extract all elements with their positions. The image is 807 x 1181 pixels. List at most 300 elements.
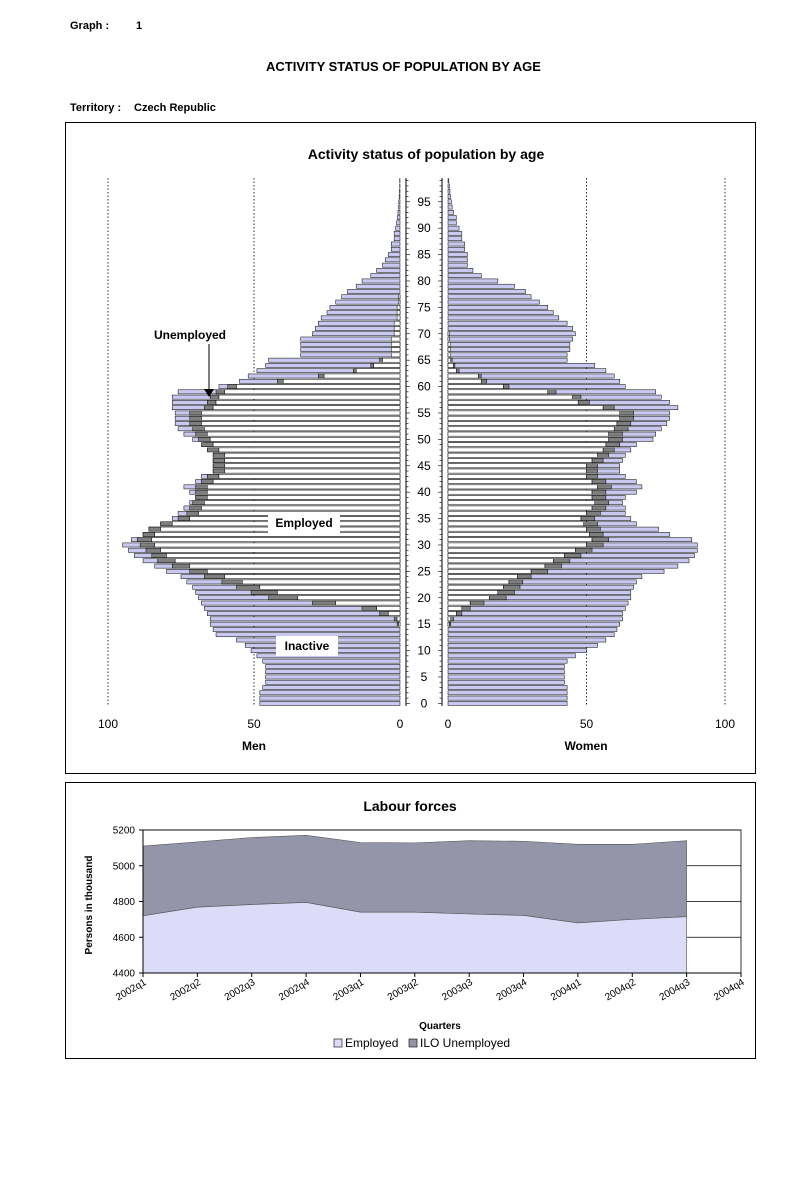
women-employed-bar [448, 416, 620, 420]
territory-value: Czech Republic [134, 102, 216, 114]
men-unemployed-bar [207, 400, 216, 404]
age-tick-label: 70 [417, 326, 431, 341]
age-tick-label: 0 [420, 696, 428, 711]
labour-x-tick-label: 2004q3 [657, 977, 693, 1004]
men-employed-bar [394, 332, 400, 336]
women-unemployed-bar [456, 612, 462, 616]
women-unemployed-bar [451, 358, 452, 362]
women-inactive-bar [448, 696, 567, 700]
men-employed-bar [201, 506, 400, 510]
women-employed-bar [448, 527, 587, 531]
inactive-annotation: Inactive [284, 639, 330, 653]
women-employed-bar [448, 495, 592, 499]
women-unemployed-bar [606, 443, 620, 447]
men-unemployed-bar [213, 469, 225, 473]
men-employed-bar [391, 353, 400, 357]
men-employed-bar [201, 416, 400, 420]
men-unemployed-bar [222, 580, 242, 584]
men-inactive-bar [394, 231, 400, 235]
men-unemployed-bar [158, 559, 176, 563]
age-tick-label: 55 [417, 405, 431, 420]
women-unemployed-bar [575, 548, 592, 552]
legend-swatch-unemployed [409, 1039, 417, 1047]
age-tick-label: 60 [417, 379, 431, 394]
labour-x-label: Quarters [419, 1021, 461, 1032]
men-inactive-bar [342, 295, 400, 299]
age-tick-label: 25 [417, 564, 431, 579]
women-employed-bar [448, 569, 531, 573]
women-inactive-bar [448, 184, 449, 188]
women-employed-bar [448, 474, 587, 478]
men-employed-bar [399, 300, 400, 304]
men-unemployed-bar [193, 501, 205, 505]
men-unemployed-bar [190, 421, 202, 425]
women-inactive-bar [448, 627, 617, 631]
women-unemployed-bar [589, 532, 603, 536]
women-employed-bar [448, 363, 454, 367]
labour-panel [65, 782, 756, 1059]
age-tick-label: 40 [417, 485, 431, 500]
women-employed-bar [448, 606, 462, 610]
women-unemployed-bar [620, 416, 634, 420]
men-inactive-bar [336, 300, 400, 304]
age-tick-label: 85 [417, 247, 431, 262]
men-employed-bar [260, 585, 400, 589]
women-inactive-bar [448, 326, 573, 330]
men-inactive-bar [260, 691, 400, 695]
women-inactive-bar [448, 321, 567, 325]
women-unemployed-bar [592, 458, 603, 462]
men-inactive-bar [301, 337, 400, 341]
women-inactive-bar [448, 216, 456, 220]
women-inactive-bar [448, 305, 548, 309]
women-inactive-bar [448, 369, 606, 373]
women-employed-bar [448, 395, 573, 399]
men-inactive-bar [301, 342, 400, 346]
women-employed-bar [448, 443, 606, 447]
men-x-tick-label: 0 [396, 717, 404, 731]
men-unemployed-bar [277, 379, 283, 383]
legend-label-employed: Employed [345, 1036, 399, 1050]
women-unemployed-bar [587, 527, 601, 531]
labour-x-tick-label: 2003q1 [331, 977, 366, 1004]
women-unemployed-bar [617, 421, 631, 425]
men-employed-bar [391, 342, 400, 346]
men-inactive-bar [321, 316, 400, 320]
pyramid-x-ticks [98, 717, 735, 731]
men-inactive-bar [399, 194, 400, 198]
women-inactive-bar [448, 685, 567, 689]
age-tick-label: 30 [417, 537, 431, 552]
women-employed-bar [448, 379, 481, 383]
women-unemployed-bar [592, 495, 606, 499]
women-inactive-bar [448, 353, 567, 357]
men-unemployed-bar [137, 538, 152, 542]
women-employed-bar [448, 358, 451, 362]
men-employed-bar [391, 348, 400, 352]
women-employed-bar [448, 543, 587, 547]
men-employed-bar [207, 495, 400, 499]
women-employed-bar [448, 432, 609, 436]
women-unemployed-bar [454, 363, 455, 367]
men-employed-bar [213, 480, 400, 484]
men-employed-bar [225, 390, 400, 394]
men-unemployed-bar [204, 575, 224, 579]
men-unemployed-bar [251, 590, 277, 594]
labour-x-tick-label: 2002q4 [277, 977, 312, 1004]
women-x-tick-label: 0 [444, 717, 452, 731]
men-employed-bar [207, 490, 400, 494]
labour-x-tick-label: 2002q3 [222, 977, 258, 1004]
men-unemployed-bar [213, 464, 225, 468]
women-inactive-bar [448, 348, 570, 352]
men-unemployed-bar [193, 427, 205, 431]
women-unemployed-bar [478, 374, 481, 378]
women-employed-bar [448, 490, 592, 494]
women-inactive-bar [448, 638, 606, 642]
women-inactive-bar [448, 680, 564, 684]
women-unemployed-bar [498, 590, 515, 594]
women-inactive-bar [448, 253, 467, 257]
women-employed-bar [448, 601, 470, 605]
women-employed-bar [448, 348, 451, 352]
women-employed-bar [448, 374, 478, 378]
labour-legend [334, 1036, 510, 1050]
women-employed-bar [448, 553, 564, 557]
women-label: Women [564, 739, 608, 753]
graph-label: Graph : [70, 20, 110, 32]
men-inactive-bar [330, 305, 400, 309]
age-tick-label: 90 [417, 221, 431, 236]
women-unemployed-bar [592, 480, 606, 484]
men-employed-bar [382, 358, 400, 362]
men-inactive-bar [266, 675, 400, 679]
women-inactive-bar [448, 654, 575, 658]
women-unemployed-bar [564, 553, 581, 557]
women-inactive-bar [448, 205, 452, 209]
men-employed-bar [388, 612, 400, 616]
women-employed-bar [448, 337, 449, 341]
women-employed-bar [448, 612, 456, 616]
women-inactive-bar [448, 342, 570, 346]
men-employed-bar [391, 337, 400, 341]
women-employed-bar [448, 548, 575, 552]
age-tick-label: 75 [417, 300, 431, 315]
women-employed-bar [448, 469, 587, 473]
men-inactive-bar [399, 200, 400, 204]
women-employed-bar [448, 564, 545, 568]
men-employed-bar [216, 400, 400, 404]
women-inactive-bar [448, 210, 454, 214]
age-tick-label: 35 [417, 511, 431, 526]
men-unemployed-bar [152, 553, 167, 557]
age-tick-label: 20 [417, 590, 431, 605]
women-inactive-bar [448, 300, 539, 304]
women-employed-bar [448, 385, 503, 389]
men-inactive-bar [397, 216, 400, 220]
men-unemployed-bar [380, 612, 389, 616]
men-inactive-bar [318, 321, 400, 325]
women-inactive-bar [448, 258, 467, 262]
women-unemployed-bar [592, 490, 606, 494]
women-inactive-bar [448, 659, 567, 663]
women-employed-bar [448, 369, 456, 373]
men-inactive-bar [301, 348, 400, 352]
labour-y-tick-label: 4600 [112, 932, 135, 944]
women-employed-bar [448, 596, 490, 600]
women-inactive-bar [448, 649, 587, 653]
women-employed-bar [448, 480, 592, 484]
men-employed-bar [394, 321, 400, 325]
men-inactive-bar [266, 664, 400, 668]
women-inactive-bar [448, 231, 462, 235]
men-inactive-bar [266, 670, 400, 674]
women-employed-bar [448, 580, 509, 584]
men-employed-bar [397, 617, 400, 621]
men-employed-bar [324, 374, 400, 378]
men-unemployed-bar [187, 511, 199, 515]
age-axis [406, 178, 442, 710]
men-inactive-bar [260, 701, 400, 705]
women-employed-bar [448, 458, 592, 462]
women-inactive-bar [448, 643, 598, 647]
women-unemployed-bar [595, 501, 609, 505]
men-inactive-bar [315, 326, 400, 330]
men-inactive-bar [347, 289, 400, 293]
women-unemployed-bar [592, 538, 609, 542]
age-tick-label: 95 [417, 194, 431, 209]
women-unemployed-bar [449, 622, 450, 626]
men-employed-bar [166, 553, 400, 557]
men-employed-bar [397, 305, 400, 309]
women-inactive-bar [448, 316, 559, 320]
women-inactive-bar [448, 221, 456, 225]
women-employed-bar [448, 485, 598, 489]
women-inactive-bar [448, 189, 450, 193]
men-unemployed-bar [362, 606, 377, 610]
men-unemployed-bar [161, 522, 173, 526]
men-unemployed-bar [149, 527, 161, 531]
men-employed-bar [204, 427, 400, 431]
men-unemployed-bar [204, 406, 213, 410]
men-employed-bar [242, 580, 400, 584]
women-inactive-bar [448, 664, 564, 668]
men-employed-bar [397, 316, 400, 320]
men-inactive-bar [312, 332, 400, 336]
men-employed-bar [213, 406, 400, 410]
women-inactive-bar [448, 295, 531, 299]
women-unemployed-bar [587, 474, 598, 478]
women-employed-bar [448, 506, 592, 510]
men-employed-bar [207, 569, 400, 573]
women-unemployed-bar [509, 580, 523, 584]
women-unemployed-bar [553, 559, 570, 563]
women-inactive-bar [448, 633, 614, 637]
men-label: Men [242, 739, 266, 753]
women-employed-bar [448, 501, 595, 505]
women-unemployed-bar [592, 506, 606, 510]
labour-y-tick-label: 5200 [112, 825, 135, 837]
women-unemployed-bar [587, 464, 598, 468]
women-unemployed-bar [531, 569, 548, 573]
labour-areas [143, 835, 687, 973]
women-inactive-bar [448, 263, 467, 267]
men-inactive-bar [356, 284, 400, 288]
men-employed-bar [283, 379, 400, 383]
women-employed-bar [448, 411, 620, 415]
women-employed-bar [448, 406, 603, 410]
men-employed-bar [219, 474, 400, 478]
women-bars [448, 179, 697, 706]
men-inactive-bar [301, 353, 400, 357]
men-unemployed-bar [143, 532, 155, 536]
labour-x-tick-label: 2002q2 [168, 977, 203, 1004]
women-unemployed-bar [620, 411, 634, 415]
men-employed-bar [225, 469, 400, 473]
women-inactive-bar [448, 622, 620, 626]
men-unemployed-bar [201, 480, 213, 484]
women-unemployed-bar [517, 575, 531, 579]
men-inactive-bar [391, 247, 400, 251]
population-pyramid-chart [66, 123, 755, 773]
men-employed-bar [219, 395, 400, 399]
women-unemployed-bar [503, 385, 509, 389]
men-inactive-bar [371, 274, 400, 278]
pyramid-panel [65, 122, 756, 774]
territory-label: Territory : [70, 102, 122, 114]
men-unemployed-bar [190, 506, 202, 510]
men-unemployed-bar [190, 569, 208, 573]
labour-y-tick-label: 5000 [112, 861, 135, 873]
men-employed-bar [204, 501, 400, 505]
women-employed-bar [448, 585, 503, 589]
men-employed-bar [225, 575, 400, 579]
women-inactive-bar [448, 358, 567, 362]
women-unemployed-bar [614, 427, 628, 431]
men-employed-bar [175, 559, 400, 563]
women-inactive-bar [448, 279, 498, 283]
employed-annotation: Employed [275, 516, 333, 530]
women-employed-bar [448, 453, 598, 457]
men-unemployed-bar [371, 363, 374, 367]
women-inactive-bar [448, 200, 451, 204]
unemployed-annotation: Unemployed [153, 328, 227, 342]
men-inactive-bar [394, 237, 400, 241]
men-unemployed-bar [210, 395, 219, 399]
women-employed-bar [448, 590, 498, 594]
women-employed-bar [448, 559, 553, 563]
men-inactive-bar [396, 226, 400, 230]
men-unemployed-bar [394, 617, 397, 621]
women-unemployed-bar [584, 522, 598, 526]
women-inactive-bar [448, 670, 564, 674]
graph-number: 1 [136, 20, 143, 32]
women-x-tick-label: 100 [714, 717, 736, 731]
women-unemployed-bar [587, 543, 604, 547]
women-inactive-bar [448, 268, 473, 272]
men-bars [123, 179, 400, 706]
men-unemployed-bar [199, 437, 211, 441]
men-inactive-bar [213, 627, 400, 631]
men-employed-bar [399, 295, 400, 299]
women-inactive-bar [448, 289, 526, 293]
age-tick-label: 45 [417, 458, 431, 473]
labour-x-tick-label: 2004q4 [712, 977, 747, 1004]
legend-swatch-employed [334, 1039, 342, 1047]
men-unemployed-bar [269, 596, 298, 600]
women-employed-bar [448, 400, 578, 404]
age-tick-label: 5 [420, 669, 428, 684]
labour-y-label: Persons in thousand [84, 855, 95, 955]
men-employed-bar [201, 421, 400, 425]
women-inactive-bar [448, 247, 465, 251]
men-inactive-bar [398, 210, 400, 214]
labour-title: Labour forces [363, 798, 457, 814]
men-unemployed-bar [213, 453, 225, 457]
men-employed-bar [155, 543, 400, 547]
age-tick-label: 65 [417, 353, 431, 368]
men-unemployed-bar [196, 485, 208, 489]
women-inactive-bar [448, 675, 564, 679]
women-unemployed-bar [598, 485, 612, 489]
women-employed-bar [448, 517, 581, 521]
women-employed-bar [448, 332, 449, 336]
men-employed-bar [219, 448, 400, 452]
men-employed-bar [190, 564, 400, 568]
men-inactive-bar [396, 221, 400, 225]
men-unemployed-bar [178, 517, 190, 521]
men-employed-bar [207, 485, 400, 489]
men-inactive-bar [327, 311, 400, 315]
men-x-tick-label: 100 [97, 717, 119, 731]
legend-label-unemployed: ILO Unemployed [420, 1036, 511, 1050]
women-unemployed-bar [578, 400, 589, 404]
men-inactive-bar [382, 263, 400, 267]
women-unemployed-bar [545, 564, 562, 568]
men-unemployed-bar [196, 495, 208, 499]
men-unemployed-bar [207, 448, 219, 452]
labour-x-tick-label: 2002q1 [114, 977, 149, 1004]
women-unemployed-bar [609, 432, 623, 436]
labour-x-tick-label: 2003q4 [494, 977, 530, 1004]
women-employed-bar [448, 522, 584, 526]
men-unemployed-bar [318, 374, 324, 378]
women-employed-bar [448, 421, 617, 425]
men-inactive-bar [266, 680, 400, 684]
men-employed-bar [213, 443, 400, 447]
women-unemployed-bar [573, 395, 581, 399]
women-x-tick-label: 50 [579, 717, 594, 731]
women-employed-bar [448, 532, 589, 536]
men-inactive-bar [377, 268, 400, 272]
men-unemployed-bar [190, 416, 202, 420]
women-inactive-bar [448, 242, 465, 246]
age-tick-label: 15 [417, 617, 431, 632]
men-employed-bar [336, 601, 400, 605]
men-employed-bar [298, 596, 400, 600]
labour-x-tick-label: 2004q1 [549, 977, 584, 1004]
men-unemployed-bar [312, 601, 335, 605]
men-employed-bar [210, 437, 400, 441]
labour-forces-chart [66, 783, 755, 1058]
labour-x-tick-label: 2004q2 [603, 977, 638, 1004]
women-employed-bar [448, 390, 548, 394]
women-unemployed-bar [462, 606, 470, 610]
men-employed-bar [399, 622, 400, 626]
page-title: ACTIVITY STATUS OF POPULATION BY AGE [266, 59, 541, 74]
women-employed-bar [448, 617, 451, 621]
women-unemployed-bar [548, 390, 556, 394]
